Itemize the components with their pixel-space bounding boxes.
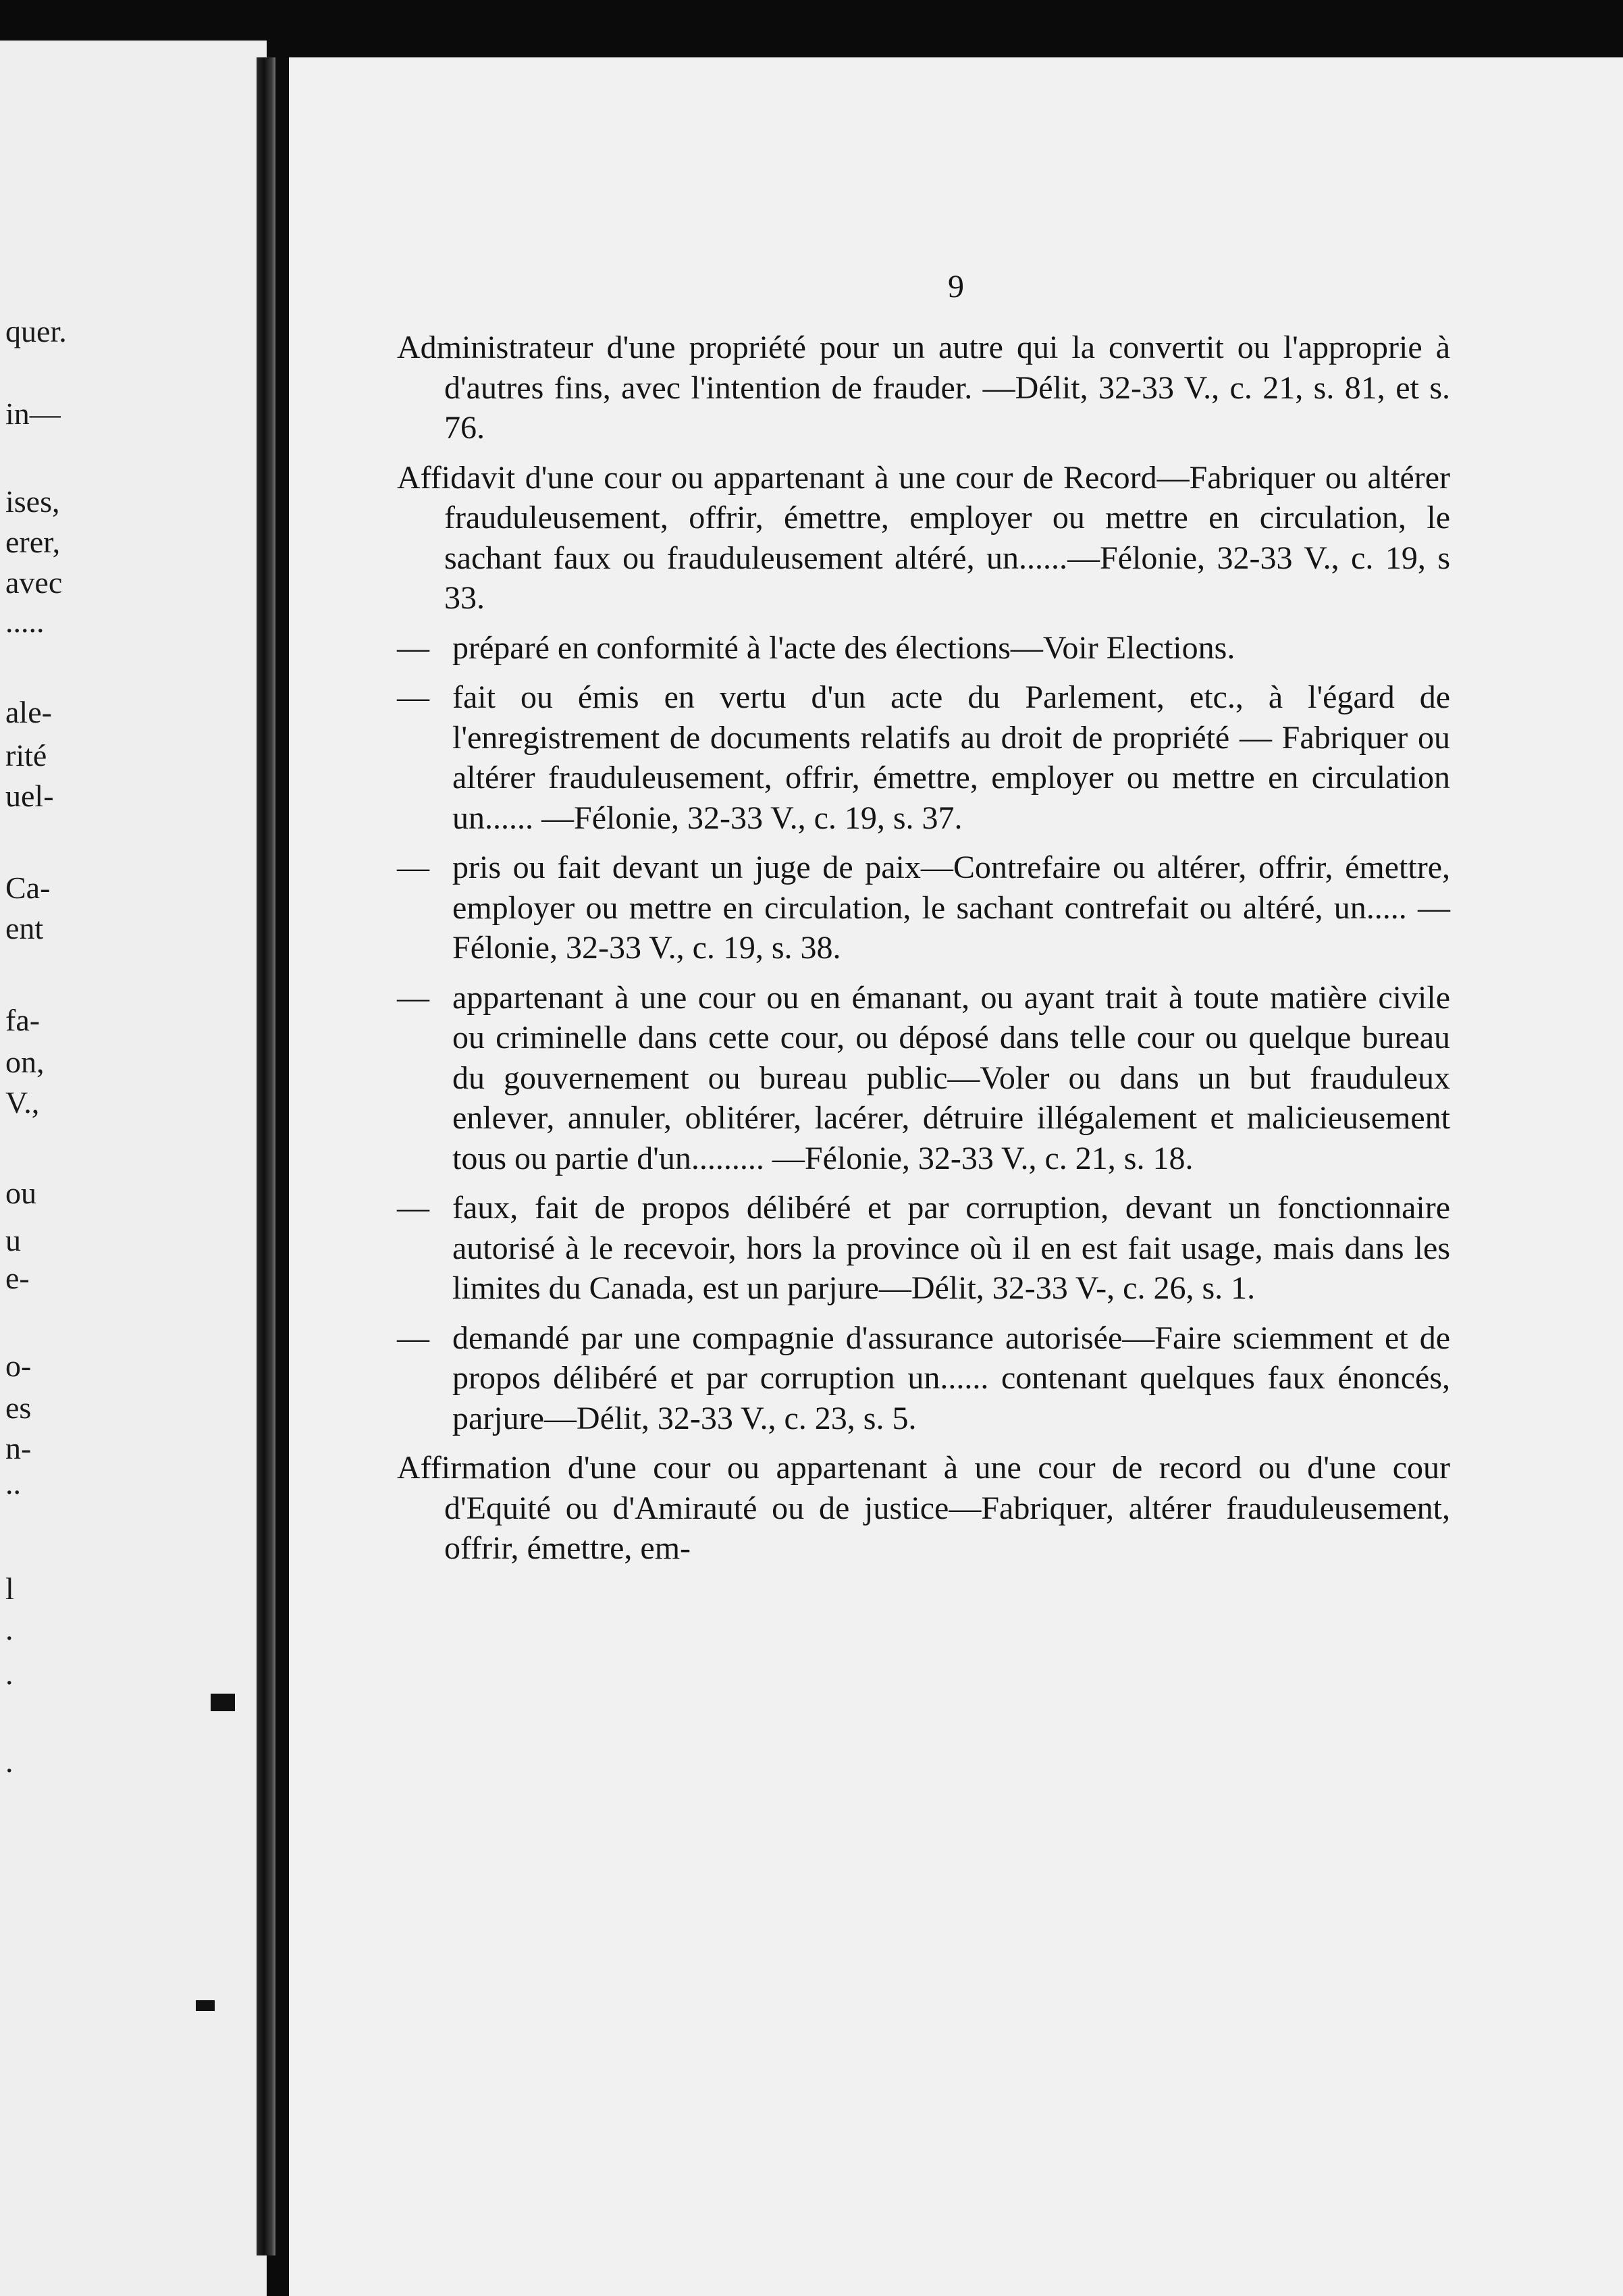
entry-dash: — <box>397 679 429 715</box>
sub-entry-text: appartenant à une cour ou en émanant, ou ayant trait à toute matière civile ou criminelle dans cette cour, ou déposé dans telle cour ou quelque bureau du gouvernement ou bureau public—Voler ou dans un but frauduleux enlever, annuler, oblitérer, lacérer, détruire illégalement et malicieusement tous ou partie d'un......... —Félonie, 32-33 V., c. 21, s. 18. <box>452 979 1450 1176</box>
index-entry-affirmation: Affirmation d'une cour ou appartenant à une cour de record ou d'une cour d'Equité ou d'Amirauté ou de justice—Fabriquer, altérer frauduleusement, offrir, émettre, em- <box>397 1450 1450 1566</box>
sub-entry <box>397 677 1450 838</box>
sub-entry-text: demandé par une compagnie d'assurance autorisée—Faire sciemment et de propos délibéré et par corruption un...... contenant quelques faux énoncés, parjure—Délit, 32-33 V., c. 23, s. 5. <box>452 1320 1450 1436</box>
left-page-fragment: . <box>5 1656 14 1691</box>
sub-entry <box>397 1188 1450 1309</box>
spine-mark <box>196 2000 215 2011</box>
left-page-fragment: V., <box>5 1085 40 1120</box>
entry-dash: — <box>397 629 429 666</box>
left-page-fragment: ou <box>5 1176 36 1210</box>
left-page-fragment: on, <box>5 1045 45 1079</box>
left-page-fragment: Ca- <box>5 870 51 905</box>
left-facing-page <box>0 41 267 2296</box>
entry-dash: — <box>397 850 429 885</box>
left-page-fragment: . <box>5 1612 14 1646</box>
sub-entry-text: pris ou fait devant un juge de paix—Contrefaire ou altérer, offrir, émettre, employer ou mettre en circulation, le sachant contrefait ou altéré, un..... —Félonie, 32-33 V., c. 19, s. 38. <box>452 850 1450 966</box>
left-page-fragment: o- <box>5 1349 32 1383</box>
sub-entry <box>397 978 1450 1179</box>
spine-mark <box>211 1694 235 1711</box>
left-page-fragment: quer. <box>5 314 67 348</box>
left-page-fragment: in— <box>5 396 61 431</box>
page-number: 9 <box>948 269 964 305</box>
left-page-fragment: ..... <box>5 604 45 639</box>
left-page-fragment: fa- <box>5 1003 41 1037</box>
document-page <box>289 57 1623 2296</box>
index-entry-administrateur: Administrateur d'une propriété pour un autre qui la convertit ou l'approprie à d'autres fins, avec l'intention de frauder. —Délit, 32-33 V., c. 21, s. 81, et s. 76. <box>397 330 1450 446</box>
sub-entry-text: faux, fait de propos délibéré et par corruption, devant un fonctionnaire autorisé à le recevoir, hors la province où il en est fait usage, mais dans les limites du Canada, est un parjure—Délit, 32-33 V-, c. 26, s. 1. <box>452 1190 1450 1306</box>
left-page-fragment: es <box>5 1390 32 1425</box>
entry-dash: — <box>397 1190 429 1226</box>
left-page-fragment: uel- <box>5 779 54 813</box>
left-page-fragment: l <box>5 1571 14 1606</box>
index-entry-affidavit: Affidavit d'une cour ou appartenant à une cour de Record—Fabriquer ou altérer frauduleusement, offrir, émettre, employer ou mettre en circulation, le sachant faux ou frauduleusement altéré, un......—Félonie, 32-33 V., c. 19, s 33. <box>397 459 1450 616</box>
left-page-fragment: ent <box>5 911 44 945</box>
entry-dash: — <box>397 1320 429 1356</box>
left-page-fragment: . <box>5 1744 14 1779</box>
left-page-fragment: avec <box>5 565 63 600</box>
sub-entry <box>397 847 1450 968</box>
left-page-fragment: erer, <box>5 525 61 559</box>
index-entries <box>397 328 1450 1578</box>
left-page-fragment: u <box>5 1223 21 1257</box>
left-page-fragment: .. <box>5 1466 21 1501</box>
entry-dash: — <box>397 979 429 1016</box>
sub-entry-text: fait ou émis en vertu d'un acte du Parlement, etc., à l'égard de l'enregistrement de documents relatifs au droit de propriété — Fabriquer ou altérer frauduleusement, offrir, émettre, employer ou mettre en circulation un...... —Félonie, 32-33 V., c. 19, s. 37. <box>452 679 1450 836</box>
left-page-fragment: e- <box>5 1261 30 1295</box>
left-page-fragment: n- <box>5 1431 32 1465</box>
left-page-fragment: ale- <box>5 695 52 729</box>
sub-entry <box>397 1318 1450 1439</box>
sub-entry-text: préparé en conformité à l'acte des élections—Voir Elections. <box>452 629 1235 666</box>
sub-entry <box>397 628 1450 669</box>
book-spine <box>257 57 275 2255</box>
left-page-fragment: rité <box>5 738 47 773</box>
left-page-fragment: ises, <box>5 484 60 519</box>
